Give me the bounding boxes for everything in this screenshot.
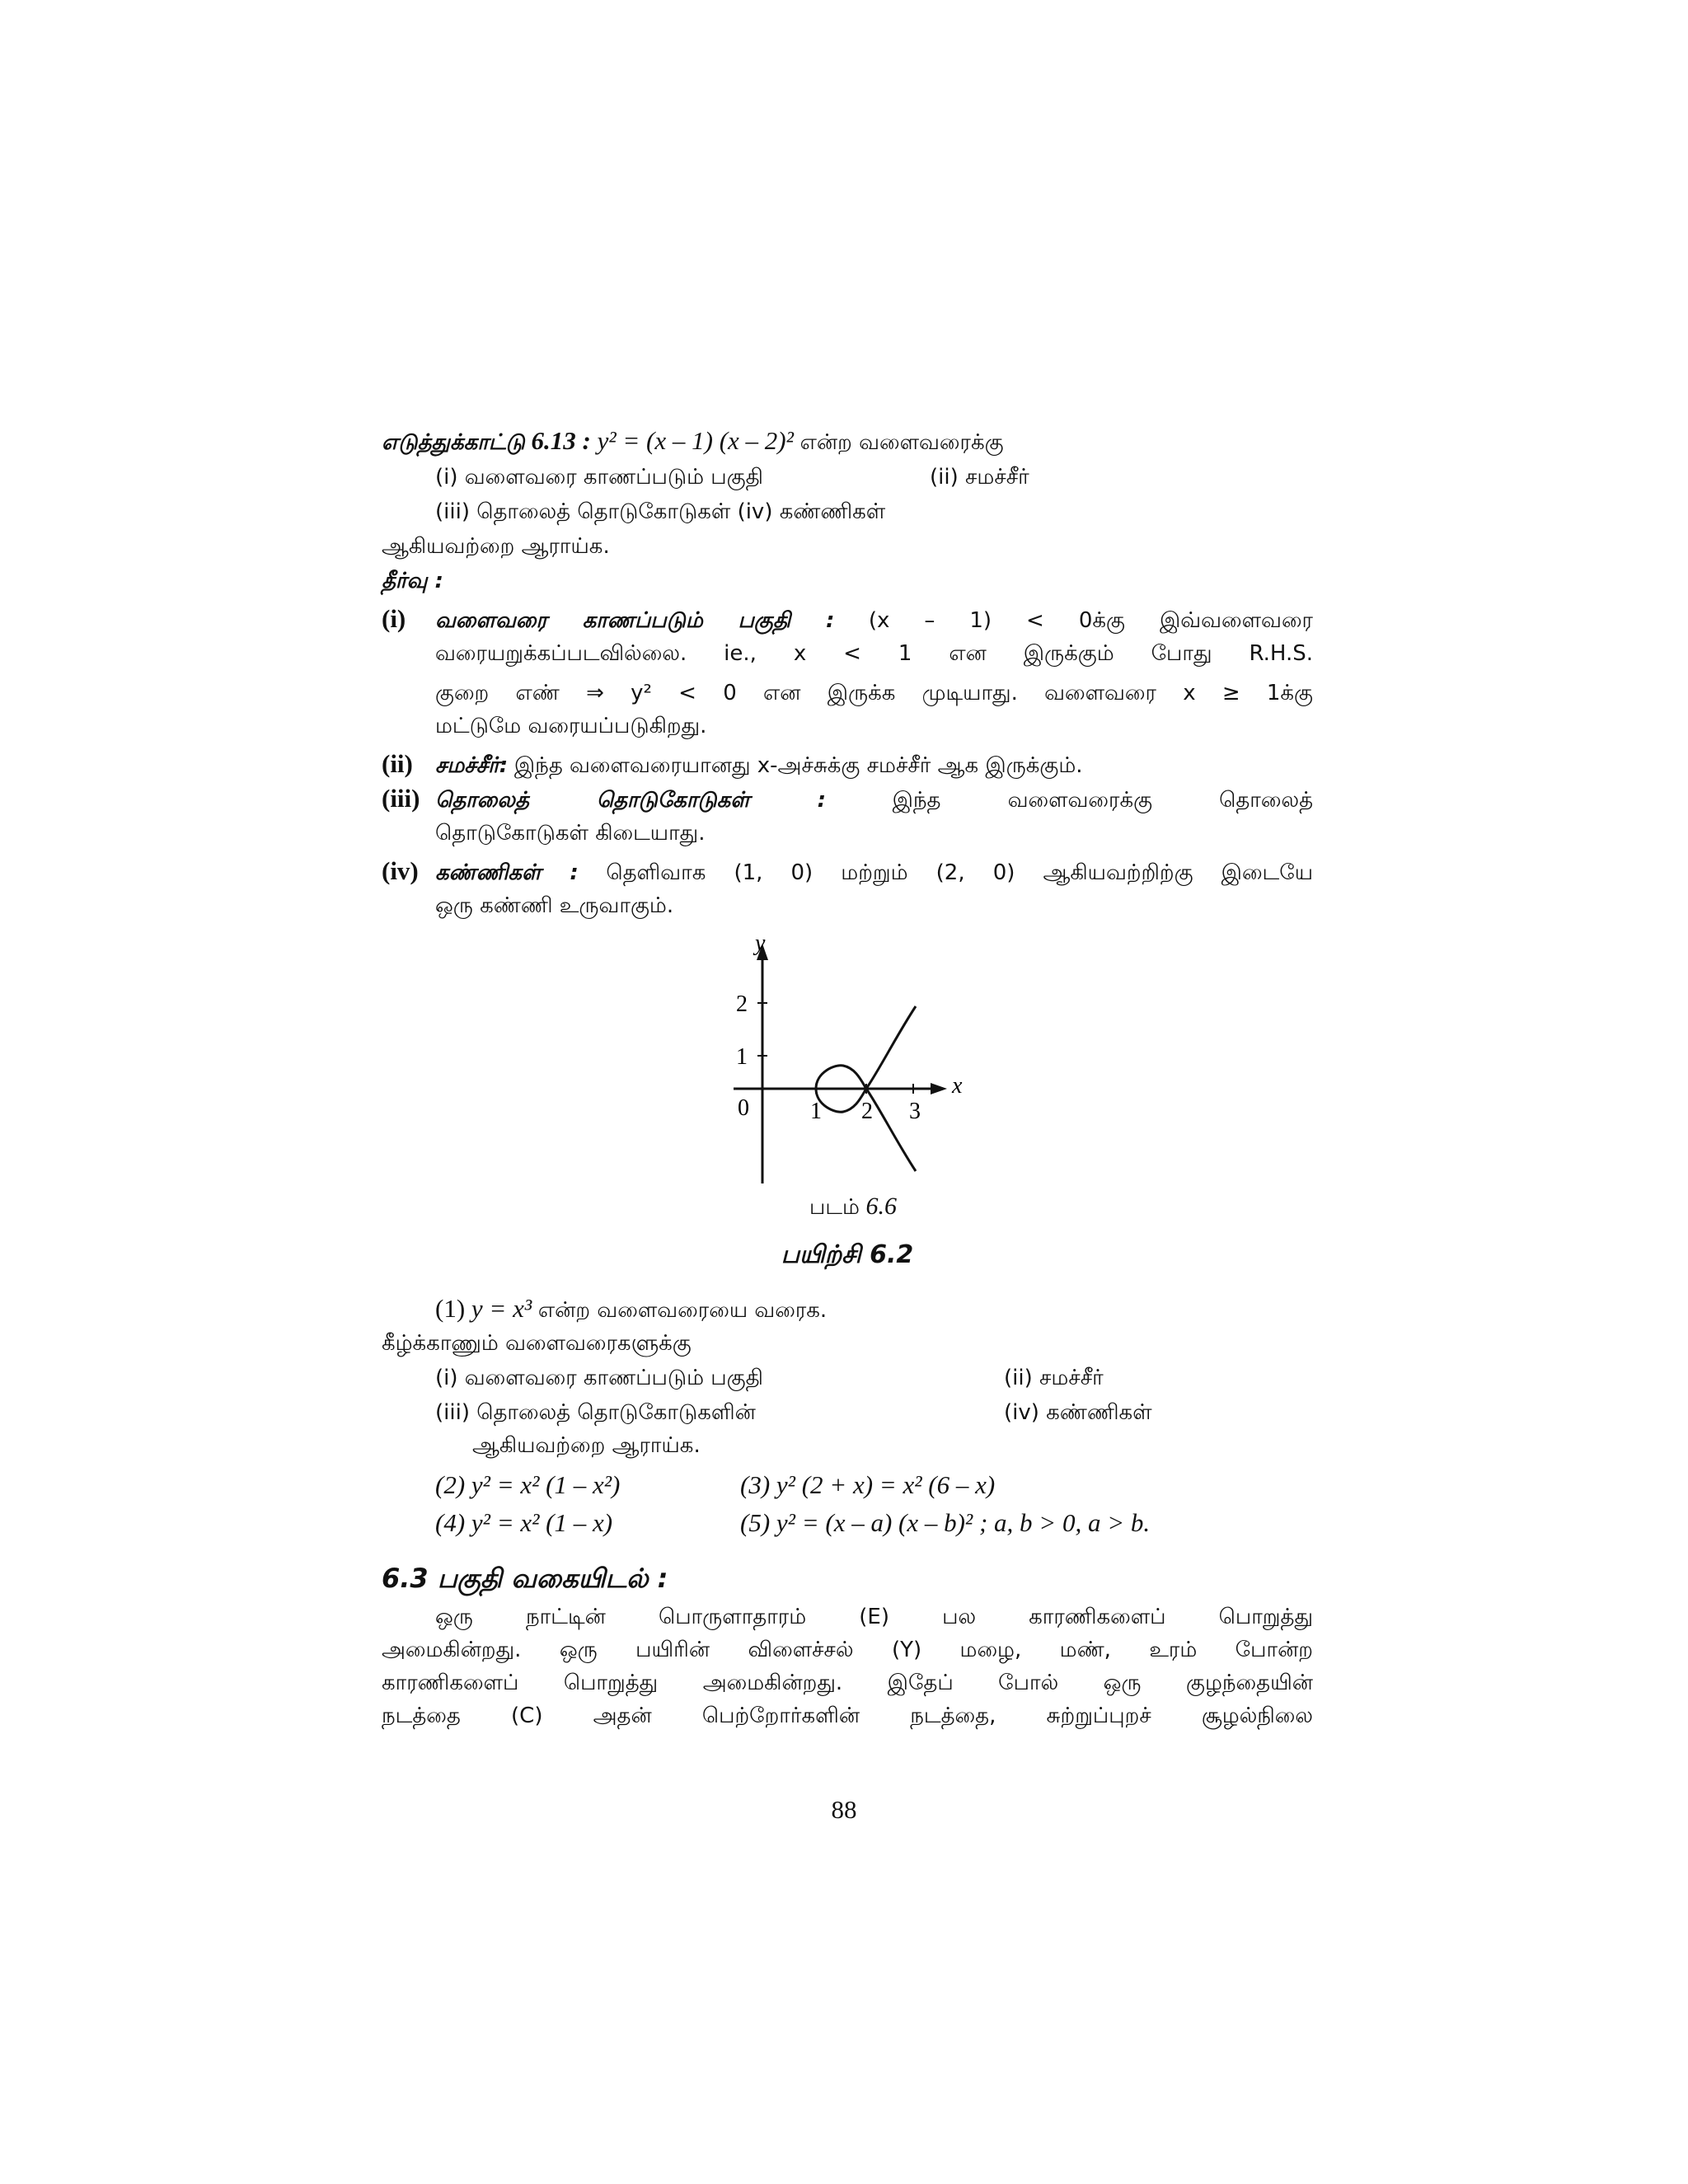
exercise-items-row-2 — [382, 1394, 1313, 1429]
solution-item-i-line3: குறை எண் ⇒ y² < 0 என இருக்க முடியாது. வளைவரை x ≥ 1க்கு — [435, 681, 1313, 705]
y-tick-label-2: 2 — [736, 991, 748, 1017]
solution-item-iv-num: (iv) — [382, 856, 419, 885]
exercise-q1-num: (1) — [435, 1294, 466, 1323]
exercise-q1 — [382, 1292, 1313, 1327]
solution-item-i-line4: மட்டுமே வரையப்படுகிறது. — [435, 714, 707, 738]
solution-item-i-num: (i) — [382, 604, 406, 633]
solution-label — [382, 563, 1313, 598]
exercise-q3: (3) y² (2 + x) = x² (6 – x) — [740, 1470, 996, 1499]
solution-item-i-line2: வரையறுக்கப்படவில்லை. ie., x < 1 என இருக்கும் போது R.H.S. — [435, 641, 1313, 666]
example-items-row-2 — [382, 494, 1313, 528]
exercise-q2: (2) y² = x² (1 – x²) — [435, 1470, 621, 1499]
section-line-3: காரணிகளைப் பொறுத்து அமைகின்றது. இதேப் போல் ஒரு குழந்தையின் — [382, 1671, 1313, 1695]
example-item-iii: (iii) தொலைத் தொடுகோடுகள் (iv) கண்ணிகள் — [435, 499, 886, 524]
section-title: 6.3 பகுதி வகையிடல் : — [382, 1563, 668, 1594]
section-line-1: ஒரு நாட்டின் பொருளாதாரம் (E) பல காரணிகளைப் பொறுத்து — [435, 1605, 1313, 1629]
exercise-row-q2-q3 — [382, 1469, 1313, 1502]
solution-item-iii-heading: தொலைத் தொடுகோடுகள் : — [435, 788, 826, 813]
example-items-row-1 — [382, 459, 1313, 494]
example-closing-text: ஆகியவற்றை ஆராய்க. — [382, 534, 610, 559]
solution-item-ii — [382, 748, 1313, 782]
solution-item-iv-line1 — [435, 855, 1313, 889]
curve-upper-branch — [816, 1006, 916, 1089]
solution-item-ii-line — [435, 748, 1313, 782]
example-number: 6.13 : — [531, 426, 591, 455]
solution-item-iv-heading: கண்ணிகள் : — [435, 860, 579, 885]
solution-item-ii-heading: சமச்சீர்: — [435, 753, 509, 778]
solution-item-iii-line1 — [435, 782, 1313, 817]
x-tick-label-1: 1 — [810, 1099, 822, 1124]
solution-item-ii-text: இந்த வளைவரையானது x-அச்சுக்கு சமச்சீர் ஆக இருக்கும். — [513, 753, 1083, 778]
solution-item-iii-text1: இந்த வளைவரைக்கு தொலைத் — [892, 788, 1314, 813]
exercise-item-i: (i) வளைவரை காணப்படும் பகுதி — [435, 1366, 763, 1390]
solution-item-ii-num: (ii) — [382, 749, 413, 778]
solution-item-i — [382, 602, 1313, 743]
example-intro-suffix: என்ற வளைவரைக்கு — [799, 430, 1004, 455]
example-equation: y² = (x – 1) (x – 2)² — [597, 426, 794, 455]
solution-item-iii-num: (iii) — [382, 784, 420, 813]
figure-caption — [382, 1193, 1313, 1222]
solution-item-i-heading: வளைவரை காணப்படும் பகுதி : — [435, 608, 835, 633]
solution-item-iv-text1: தெளிவாக (1, 0) மற்றும் (2, 0) ஆகியவற்றிற்கு இடையே — [606, 860, 1314, 885]
example-label: எடுத்துக்காட்டு — [382, 430, 525, 455]
y-axis-label: y — [755, 932, 766, 956]
solution-item-iv — [382, 855, 1313, 922]
exercise-q1-equation: y = x³ — [471, 1294, 532, 1323]
solution-label-text: தீர்வு : — [382, 569, 443, 593]
solution-item-iii-line2: தொடுகோடுகள் கிடையாது. — [435, 821, 706, 846]
example-heading — [382, 424, 1313, 459]
exercise-item-ii: (ii) சமச்சீர் — [1004, 1366, 1104, 1390]
page-number: 88 — [831, 1795, 857, 1824]
figure-caption-word: படம் — [809, 1195, 860, 1220]
example-item-ii: (ii) சமச்சீர் — [930, 465, 1029, 490]
solution-item-iii — [382, 782, 1313, 850]
exercise-item-iii: (iii) தொலைத் தொடுகோடுகளின் — [435, 1400, 756, 1425]
solution-item-i-line1 — [435, 602, 1313, 637]
y-tick-label-1: 1 — [736, 1044, 748, 1070]
figure-caption-number: 6.6 — [865, 1193, 897, 1220]
section-line-4: நடத்தை (C) அதன் பெற்றோர்களின் நடத்தை, சுற்றுப்புறச் சூழல்நிலை — [382, 1704, 1313, 1728]
example-closing — [382, 528, 1313, 563]
solution-item-i-text1: (x – 1) < 0க்கு இவ்வளைவரை — [868, 608, 1313, 633]
x-tick-label-3: 3 — [909, 1099, 921, 1124]
section-paragraph — [382, 1601, 1313, 1732]
exercise-intro: கீழ்க்காணும் வளைவரைகளுக்கு — [382, 1331, 692, 1356]
exercise-q4: (4) y² = x² (1 – x) — [435, 1508, 613, 1537]
origin-label: 0 — [738, 1095, 749, 1121]
exercise-q5: (5) y² = (x – a) (x – b)² ; a, b > 0, a > b. — [740, 1508, 1151, 1537]
exercise-title: பயிற்சி 6.2 — [781, 1240, 914, 1269]
x-axis-arrow — [931, 1083, 947, 1094]
section-line-2: அமைகின்றது. ஒரு பயிரின் விளைச்சல் (Y) மழை, மண், உரம் போன்ற — [382, 1638, 1313, 1662]
exercise-items-row-1 — [382, 1360, 1313, 1394]
example-item-i: (i) வளைவரை காணப்படும் பகுதி — [435, 465, 763, 490]
exercise-row-q4-q5 — [382, 1507, 1313, 1540]
figure-6-6 — [382, 932, 1313, 1188]
x-tick-label-2: 2 — [861, 1099, 873, 1124]
exercise-closing: ஆகியவற்றை ஆராய்க. — [472, 1433, 701, 1458]
exercise-item-iv: (iv) கண்ணிகள் — [1004, 1400, 1152, 1425]
exercise-q1-text: என்ற வளைவரையை வரைக. — [537, 1298, 828, 1323]
curve-graph — [382, 932, 1313, 1188]
solution-item-iv-line2: ஒரு கண்ணி உருவாகும். — [435, 893, 674, 918]
page-content — [382, 424, 1313, 1732]
x-axis-label: x — [952, 1073, 963, 1099]
